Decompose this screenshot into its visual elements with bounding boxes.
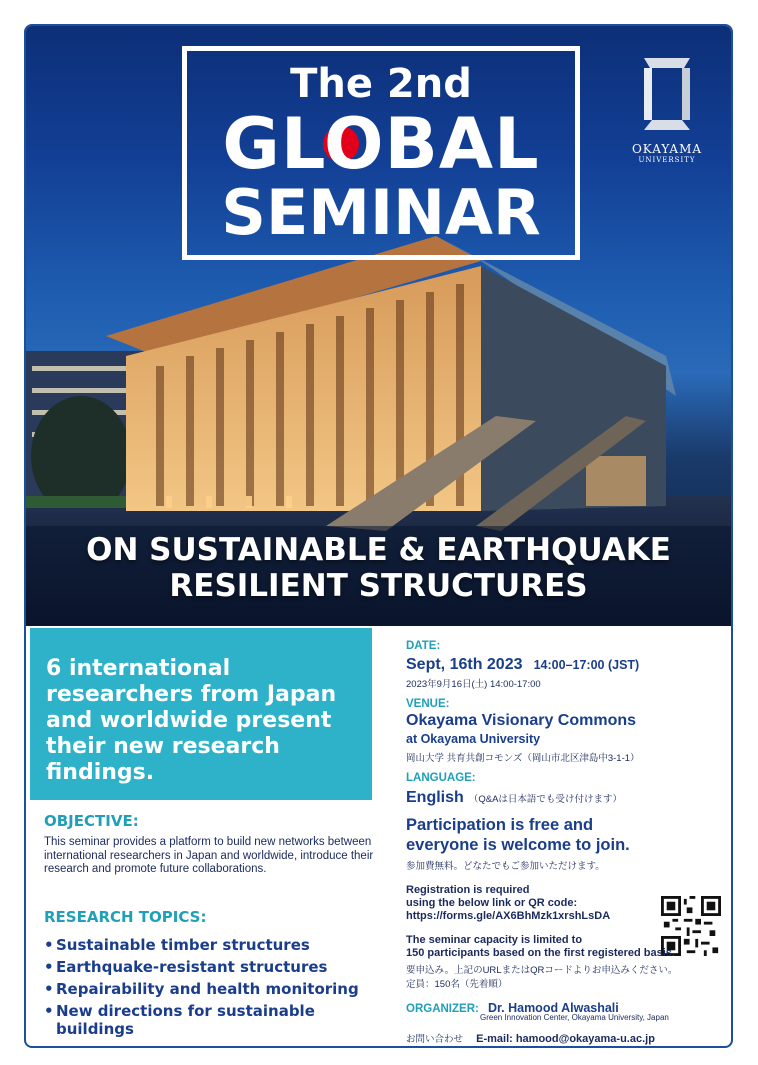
list-item: • Repairability and health monitoring [44,980,389,998]
seminar-title-frame [182,46,580,260]
participation-line2: everyone is welcome to join. [406,836,630,854]
participation-line1: Participation is free and [406,816,594,834]
list-item: • New directions for sustainable buildings [44,1002,389,1038]
capacity-line2: 150 participants based on the first registered basis. [406,947,675,959]
language-note: （Q&Aは日本語でも受け付けます） [468,794,622,805]
hero-banner [26,26,731,626]
subtitle-line2: RESILIENT STRUCTURES [169,568,588,604]
research-topics-heading: RESEARCH TOPICS: [44,908,207,926]
participation-jp: 参加費無料。どなたでもご参加いただけます。 [406,861,605,872]
seminar-subtitle [26,532,731,604]
registration-line1: Registration is required [406,884,530,896]
date-value: Sept, 16th 2023 [406,656,523,673]
seminar-poster [24,24,733,1048]
subtitle-line1: ON SUSTAINABLE & EARTHQUAKE [86,532,671,568]
contact-jp: お問い合わせ [406,1034,464,1045]
research-topics-list [44,936,389,1042]
venue-at: at Okayama University [406,732,541,746]
date-label: DATE: [406,640,441,652]
registration-line2: using the below link or QR code: [406,897,578,909]
language-row [406,787,622,807]
logo-sub: UNIVERSITY [638,156,696,164]
objective-text: This seminar provides a platform to build new networks between international researchers in Japan and worldwide, introduce their research and promote future collaborations. [44,836,374,875]
date-time: 14:00–17:00 (JST) [533,658,640,672]
capacity-line1: The seminar capacity is limited to [406,934,583,946]
objective-heading: OBJECTIVE: [44,812,139,830]
contact-row [406,1027,655,1046]
list-item: • Earthquake-resistant structures [44,958,389,976]
title-global: GLOBAL [222,103,540,185]
language-label: LANGUAGE: [406,772,476,784]
okayama-university-logo [622,54,712,164]
capacity-jp2: 定員：150名（先着順） [406,979,508,990]
title-edition: The 2nd [290,61,472,107]
logo-name: OKAYAMA [631,142,703,156]
venue-jp: 岡山大学 共育共創コモンズ（岡山市北区津島中3-1-1） [406,753,640,764]
venue-label: VENUE: [406,698,450,710]
organizer-label: ORGANIZER: [406,1003,479,1015]
list-item: • Sustainable timber structures [44,936,389,954]
organizer-name: Dr. Hamood Alwashali [487,1001,619,1015]
capacity-jp1: 要申込み。上記のURLまたはQRコードよりお申込みください。 [406,965,678,976]
date-jp: 2023年9月16日(土) 14:00-17:00 [406,679,541,690]
highlight-box: 6 international researchers from Japan and worldwide present their new research findings. [30,628,372,800]
language-value: English [406,789,464,806]
venue-name: Okayama Visionary Commons [406,712,637,729]
organizer-affiliation: Green Innovation Center, Okayama University, Japan [480,1013,669,1022]
contact-email[interactable]: E-mail: hamood@okayama-u.ac.jp [476,1033,655,1045]
date-row [406,654,639,674]
title-seminar: SEMINAR [221,176,541,249]
university-emblem-icon [640,54,694,134]
registration-link[interactable]: https://forms.gle/AX6BhMzk1xrshLsDA [406,910,611,922]
